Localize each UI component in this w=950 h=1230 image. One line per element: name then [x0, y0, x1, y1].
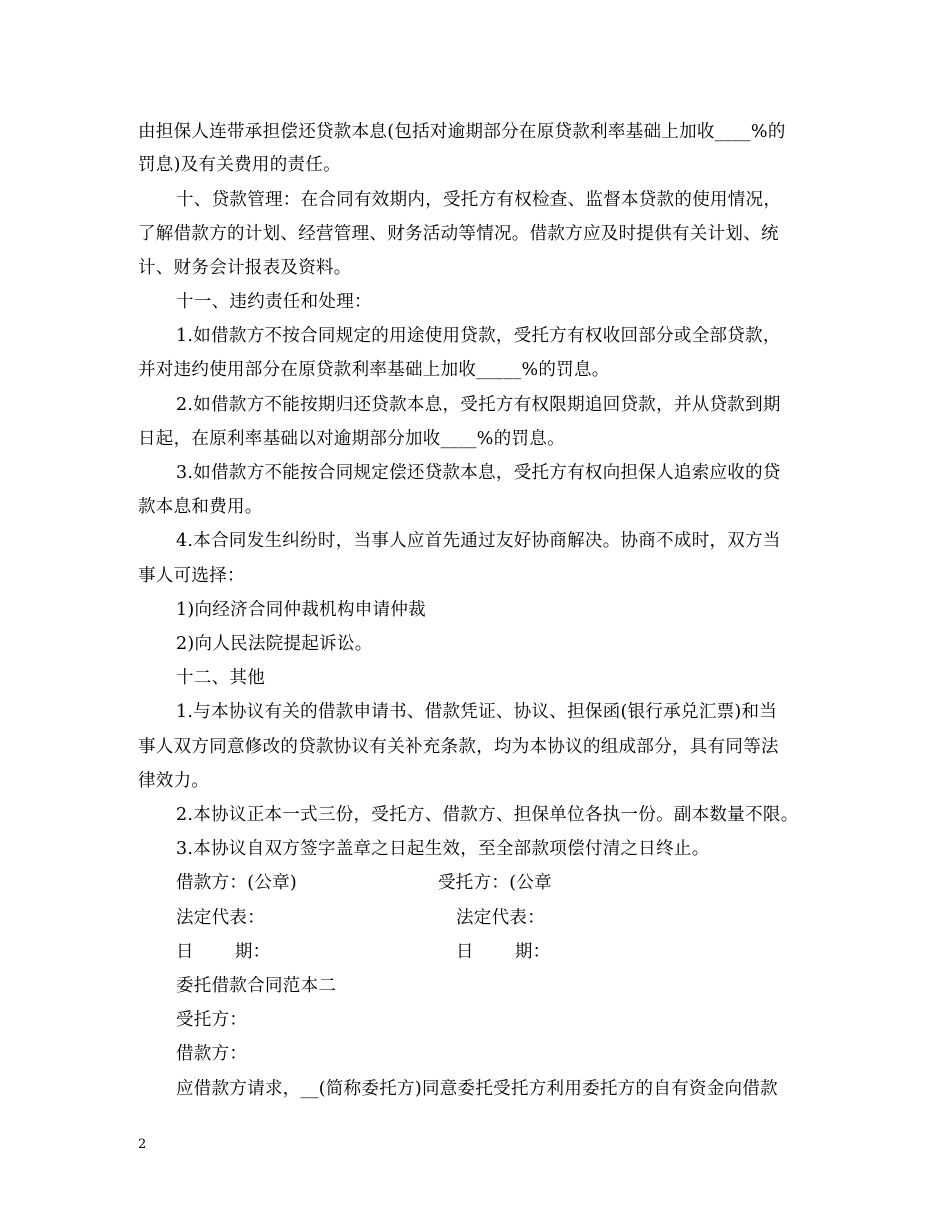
text-line: 事人双方同意修改的贷款协议有关补充条款，均为本协议的组成部分，具有同等法: [138, 737, 779, 757]
section-heading: 委托借款合同范本二: [176, 976, 337, 996]
text-line: 1.与本协议有关的借款申请书、借款凭证、协议、担保函(银行承兑汇票)和当: [176, 702, 778, 722]
text-line: 日起，在原利率基础以对逾期部分加收____%的罚息。: [138, 429, 565, 449]
text-line: 2.如借款方不能按期归还贷款本息，受托方有权限期追回贷款，并从贷款到期: [176, 395, 781, 415]
text-line: 2)向人民法院提起诉讼。: [176, 634, 373, 654]
legal-rep-right-label: 法定代表：: [456, 908, 545, 928]
text-line: 由担保人连带承担偿还贷款本息(包括对逾期部分在原贷款利率基础上加收____%的: [138, 122, 786, 142]
section-heading: 十一、违约责任和处理：: [176, 292, 372, 312]
text-line: 十、贷款管理：在合同有效期内，受托方有权检查、监督本贷款的使用情况，: [176, 190, 782, 210]
text-line: 罚息)及有关费用的责任。: [138, 155, 341, 175]
text-line: 4.本合同发生纠纷时，当事人应首先通过友好协商解决。协商不成时，双方当: [176, 531, 781, 551]
text-line: 3.如借款方不能按合同规定偿还贷款本息，受托方有权向担保人追索应收的贷: [176, 463, 781, 483]
text-line: 应借款方请求，__(简称委托方)同意委托受托方利用委托方的自有资金向借款: [176, 1079, 778, 1099]
text-line: 款本息和费用。: [138, 497, 263, 517]
text-line: 律效力。: [138, 771, 210, 791]
text-line: 1)向经济合同仲裁机构申请仲裁: [176, 600, 426, 620]
date-left-label: 日 期：: [176, 942, 271, 962]
text-line: 事人可选择：: [138, 566, 245, 586]
text-line: 3.本协议自双方签字盖章之日起生效，至全部款项偿付清之日终止。: [176, 839, 710, 859]
date-right-label: 日 期：: [456, 942, 551, 962]
text-line: 受托方：: [176, 1010, 248, 1030]
borrower-seal-label: 借款方：(公章): [176, 873, 298, 893]
text-line: 计、财务会计报表及资料。: [138, 258, 352, 278]
text-line: 2.本协议正本一式三份，受托方、借款方、担保单位各执一份。副本数量不限。: [176, 805, 799, 825]
text-line: 并对违约使用部分在原贷款利率基础上加收_____%的罚息。: [138, 360, 610, 380]
text-line: 1.如借款方不按合同规定的用途使用贷款，受托方有权收回部分或全部贷款，: [176, 326, 781, 346]
trustee-seal-label: 受托方：(公章: [438, 873, 552, 893]
page-number: 2: [138, 1137, 147, 1152]
text-line: 了解借款方的计划、经营管理、财务活动等情况。借款方应及时提供有关计划、统: [138, 224, 779, 244]
section-heading: 十二、其他: [176, 668, 265, 688]
legal-rep-left-label: 法定代表：: [176, 908, 265, 928]
text-line: 借款方：: [176, 1044, 248, 1064]
